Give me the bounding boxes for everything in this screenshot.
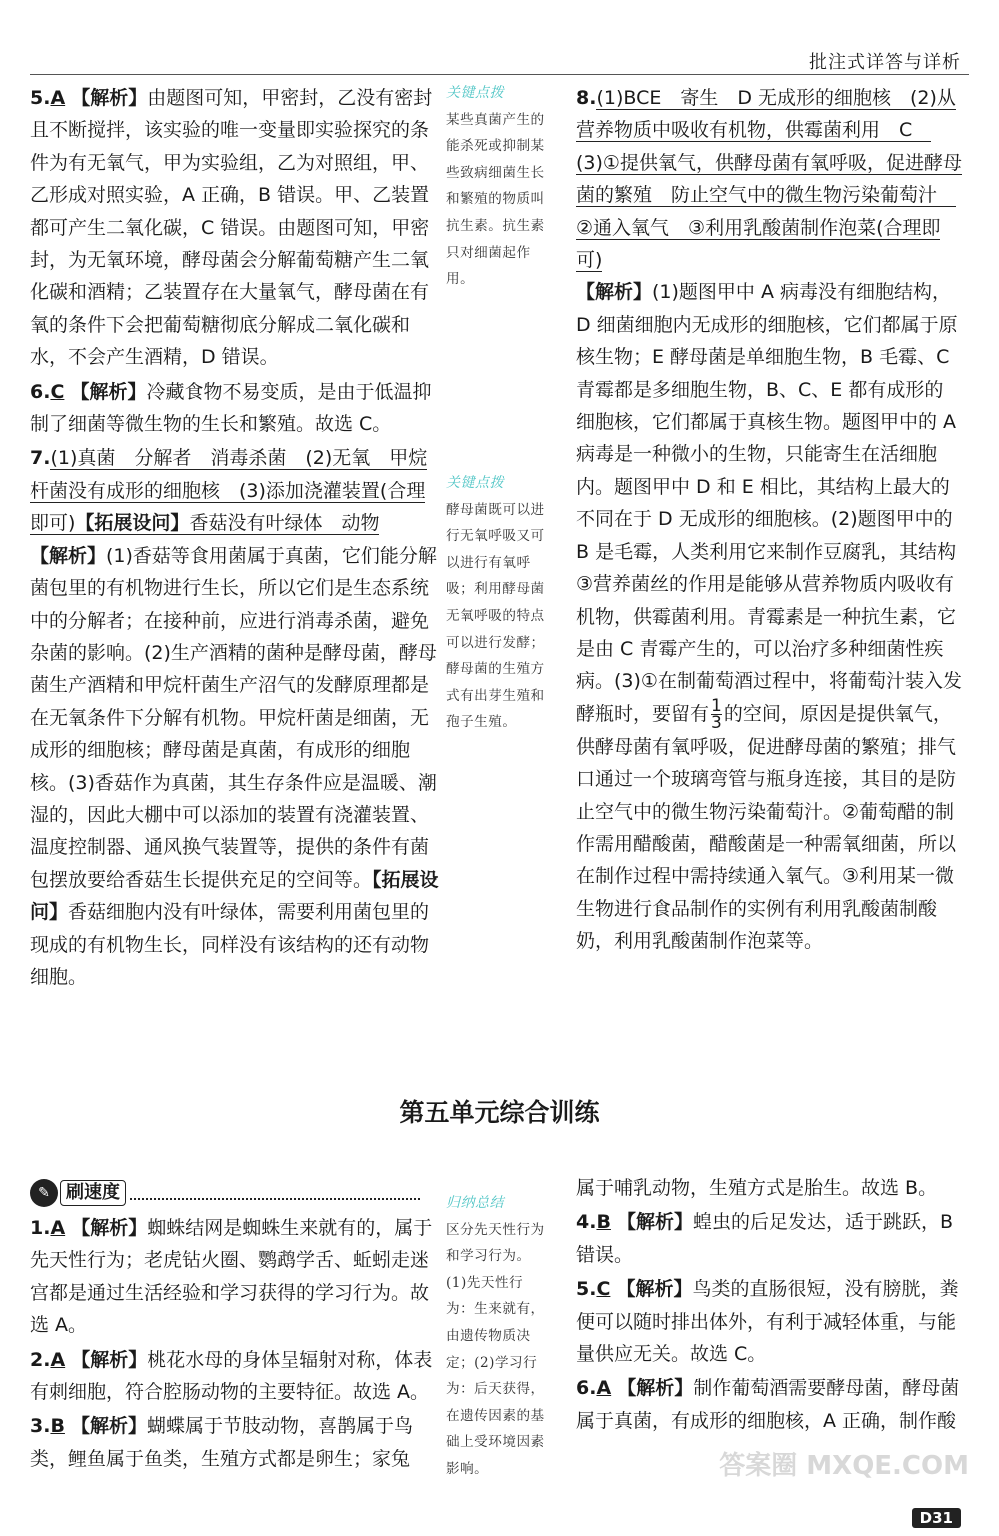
right-column [576,82,962,958]
badge-label: 刷速度 [60,1180,126,1206]
unit-title: 第五单元综合训练 [399,1098,600,1127]
page-number: D31 [912,1508,961,1528]
pencil-icon: ✎ [30,1179,58,1207]
unit5-question-6: 6.A 【解析】制作葡萄酒需要酵母菌，酵母菌属于真菌，有成形的细胞核，A 正确，制作酸 [576,1377,960,1432]
watermark: 答案圈 MXQE.COM [719,1451,969,1481]
header-title: 批注式详答与详析 [809,52,961,73]
unit5-question-5: 5.C 【解析】鸟类的直肠很短，没有膀胱，粪便可以随时排出体外，有利于减轻体重，与能量供应无关。故选 C。 [576,1278,959,1366]
fraction-one-third: $\frac{1}{3}$ [711,695,722,733]
bottom-right-column [576,1172,962,1437]
question-5: 5.A 【解析】由题图可知，甲密封，乙没有密封且不断搅拌，该实验的唯一变量即实验探究的条件为有无氧气，甲为实验组，乙为对照组，甲、乙形成对照实验，A 正确，B 错误。甲、乙装置都可产生二氧化碳，C 错误。由题图可知，甲密封，为无氧环境，酵母菌会分解葡萄糖产生二氧化碳和酒精；乙装置存在大量氧气，酵母菌在有氧的条件下会把葡萄糖彻底分解成二氧化碳和水，不会产生酒精，D 错误。 [30,87,433,369]
question-8: 8.(1)BCE 寄生 D 无成形的细胞核 (2)从营养物质中吸收有机物，供霉菌利用 C (3)①提供氧气，供酵母菌有氧呼吸，促进酵母菌的繁殖 防止空气中的微生物污染葡萄汁 ②通入氧气 ③利用乳酸菌制作泡菜(合理即可) 【解析】(1)题图甲中 A 病毒没有细胞结构，D 细菌细胞内无成形的细胞核，它们都属于原核生物；E 酵母菌是单细胞生物，B 毛霉、C 青霉都是多细胞生物，B、C、E 都有成形的细胞核，它们都属于真核生物。题图甲中的 A 病毒是一种微小的生物，只能寄生在活细胞内。题图甲中 D 和 E 相比，其结构上最大的不同在于 D 无成形的细胞核。(2)题图甲中的 B 是毛霉，人类利用它来制作豆腐乳，其结构③营养菌丝的作用是能够从营养物质内吸收有机物，供霉菌利用。青霉素是一种抗生素，它是由 C 青霉产生的，可以治疗多种细菌性疾病。(3)①在制葡萄酒过程中，将葡萄汁装入发酵瓶时，要留有 $\frac{1}{3}$ 的空间，原因是提供氧气，供酵母菌有氧呼吸，促进酵母菌的繁殖；排气口通过一个玻璃弯管与瓶身连接，其目的是防止空气中的微生物污染葡萄汁。②葡萄醋的制作需用醋酸菌，醋酸菌是一种需氧细菌，所以在制作过程中需持续通入氧气。③利用某一微生物进行食品制作的实例有利用乳酸菌制酸奶，利用乳酸菌制作泡菜等。 [576,87,962,953]
unit5-question-4: 4.B 【解析】蝗虫的后足发达，适于跳跃，B 错误。 [576,1211,954,1266]
header-divider [30,74,969,75]
question-7: 7.(1)真菌 分解者 消毒杀菌 (2)无氧 甲烷杆菌没有成形的细胞核 (3)添加浇灌装置(合理即可)【拓展设问】香菇没有叶绿体 动物 【解析】(1)香菇等食用菌属于真菌，它们能分解菌包里的有机物进行生长，所以它们是生态系统中的分解者；在接种前，应进行消毒杀菌，避免杂菌的影响。(2)生产酒精的菌种是酵母菌，酵母菌生产酒精和甲烷杆菌生产沼气的发酵原理都是在无氧条件下分解有机物。甲烷杆菌是细菌，无成形的细胞核；酵母菌是真菌，有成形的细胞核。(3)香菇作为真菌，其生存条件应是温暖、潮湿的，因此大棚中可以添加的装置有浇灌装置、温度控制器、通风换气装置等，提供的条件有菌包摆放要给香菇生长提供充足的空间等。【拓展设问】香菇细胞内没有叶绿体，需要利用菌包里的现成的有机物生长，同样没有该结构的还有动物细胞。 [30,447,439,988]
side-note-3: 归纳总结 区分先天性行为和学习行为。(1)先天性行为：生来就有，由遗传物质决定；(2)学习行为：后天获得，在遗传因素的基础上受环境因素影响。 [446,1195,545,1477]
continuation-text: 属于哺乳动物，生殖方式是胎生。故选 B。 [576,1177,938,1199]
bottom-left-column [30,1212,442,1475]
unit5-question-3: 3.B 【解析】蝴蝶属于节肢动物，喜鹊属于鸟类，鲤鱼属于鱼类，生殖方式都是卵生；家兔 [30,1415,414,1470]
side-note-1: 关键点拨 某些真菌产生的能杀死或抑制某些致病细菌生长和繁殖的物质叫抗生素。抗生素只对细菌起作用。 [446,85,545,288]
unit5-question-1: 1.A 【解析】蜘蛛结网是蜘蛛生来就有的，属于先天性行为；老虎钻火圈、鹦鹉学舌、蚯蚓走迷宫都是通过生活经验和学习获得的学习行为。故选 A。 [30,1217,433,1337]
left-column [30,82,442,1082]
section-badge [30,1178,420,1208]
side-note-2: 关键点拨 酵母菌既可以进行无氧呼吸又可以进行有氧呼吸；利用酵母菌无氧呼吸的特点可以进行发酵；酵母菌的生殖方式有出芽生殖和孢子生殖。 [446,475,545,731]
question-6: 6.C 【解析】冷藏食物不易变质，是由于低温抑制了细菌等微生物的生长和繁殖。故选 C。 [30,380,432,436]
unit5-question-2: 2.A 【解析】桃花水母的身体呈辐射对称，体表有刺细胞，符合腔肠动物的主要特征。故选 A。 [30,1348,433,1404]
dotted-leader [130,1186,420,1200]
